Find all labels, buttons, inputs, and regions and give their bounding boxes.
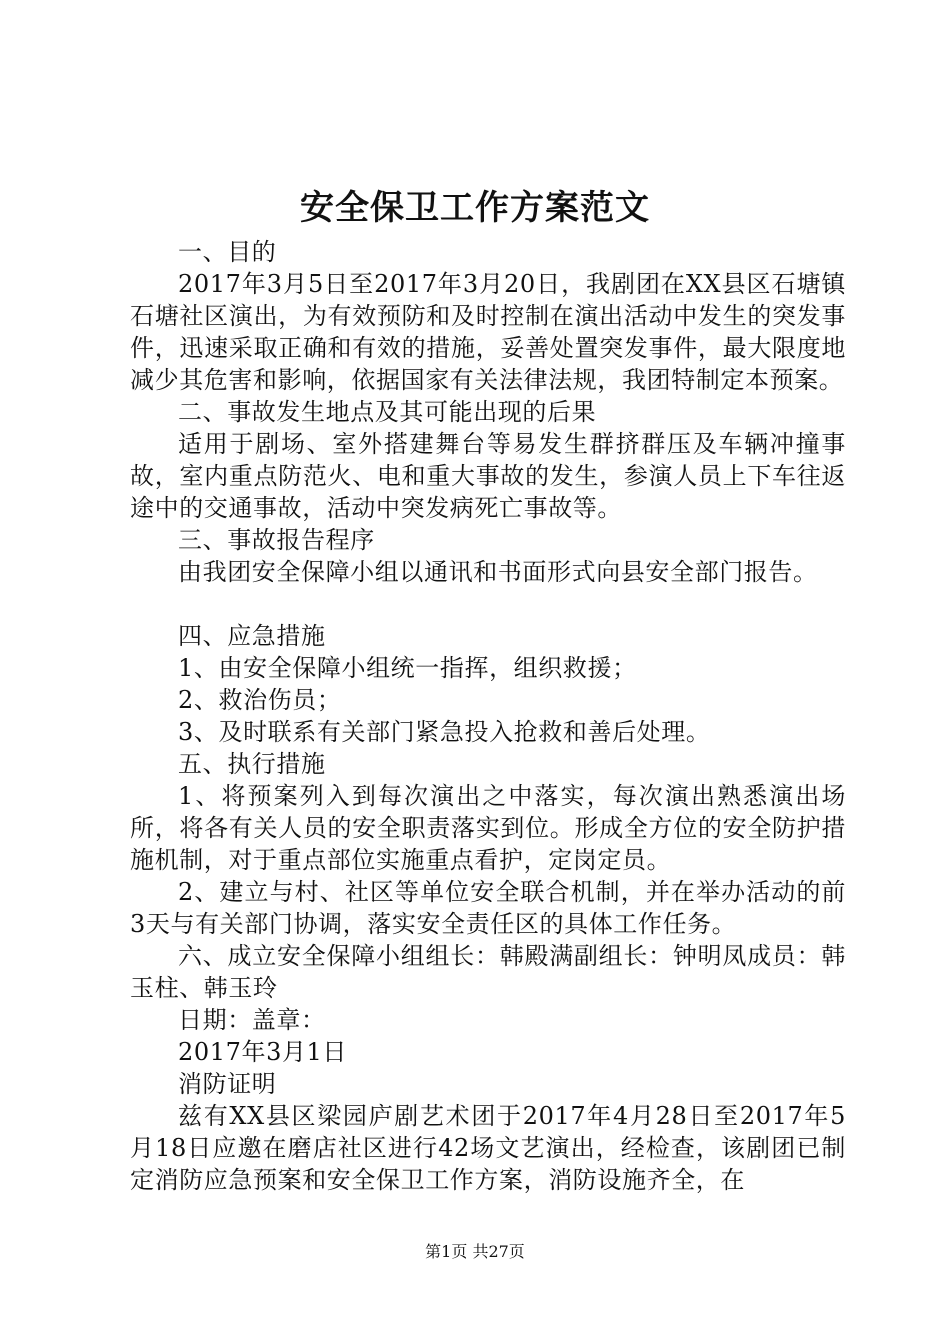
document-title: 安全保卫工作方案范文 xyxy=(300,188,650,228)
section-heading-purpose: 一、目的 xyxy=(178,238,277,266)
date-seal-line: 日期：盖章： xyxy=(178,1006,326,1034)
paragraph-location: 适用于剧场、室外搭建舞台等易发生群挤群压及车辆冲撞事故，室内重点防范火、电和重大事故的发生，参演人员上下车往返途中的交通事故，活动中突发病死亡事故等。 xyxy=(130,430,846,522)
document-body xyxy=(130,236,846,1196)
paragraph-report: 由我团安全保障小组以通讯和书面形式向县安全部门报告。 xyxy=(178,558,818,586)
section-heading-report: 三、事故报告程序 xyxy=(178,526,375,554)
list-item-emergency-2: 2、救治伤员； xyxy=(178,686,342,714)
blank-line xyxy=(130,588,846,620)
paragraph-execution-1: 1、将预案列入到每次演出之中落实，每次演出熟悉演出场所，将各有关人员的安全职责落实到位。形成全方位的安全防护措施机制，对于重点部位实施重点看护，定岗定员。 xyxy=(130,782,846,874)
page-footer: 第1页 共27页 xyxy=(425,1242,525,1261)
section-heading-team: 六、成立安全保障小组组长：韩殿满副组长：钟明凤成员：韩玉柱、韩玉玲 xyxy=(130,942,846,1002)
paragraph-fire-certificate: 兹有XX县区梁园庐剧艺术团于2017年4月28日至2017年5月18日应邀在磨店社区进行42场文艺演出，经检查，该剧团已制定消防应急预案和安全保卫工作方案，消防设施齐全，在 xyxy=(130,1102,846,1194)
section-heading-execution: 五、执行措施 xyxy=(178,750,326,778)
list-item-emergency-1: 1、由安全保障小组统一指挥，组织救援； xyxy=(178,654,637,682)
section-heading-emergency: 四、应急措施 xyxy=(178,622,326,650)
date-line: 2017年3月1日 xyxy=(178,1038,348,1066)
section-heading-location: 二、事故发生地点及其可能出现的后果 xyxy=(178,398,597,426)
paragraph-purpose: 2017年3月5日至2017年3月20日，我剧团在XX县区石塘镇石塘社区演出，为有效预防和及时控制在演出活动中发生的突发事件，迅速采取正确和有效的措施，妥善处置突发事件，最大限度地减少其危害和影响，依据国家有关法律法规，我团特制定本预案。 xyxy=(130,270,846,394)
section-heading-fire-certificate: 消防证明 xyxy=(178,1070,277,1098)
list-item-emergency-3: 3、及时联系有关部门紧急投入抢救和善后处理。 xyxy=(178,718,711,746)
paragraph-execution-2: 2、建立与村、社区等单位安全联合机制，并在举办活动的前3天与有关部门协调，落实安全责任区的具体工作任务。 xyxy=(130,878,846,938)
